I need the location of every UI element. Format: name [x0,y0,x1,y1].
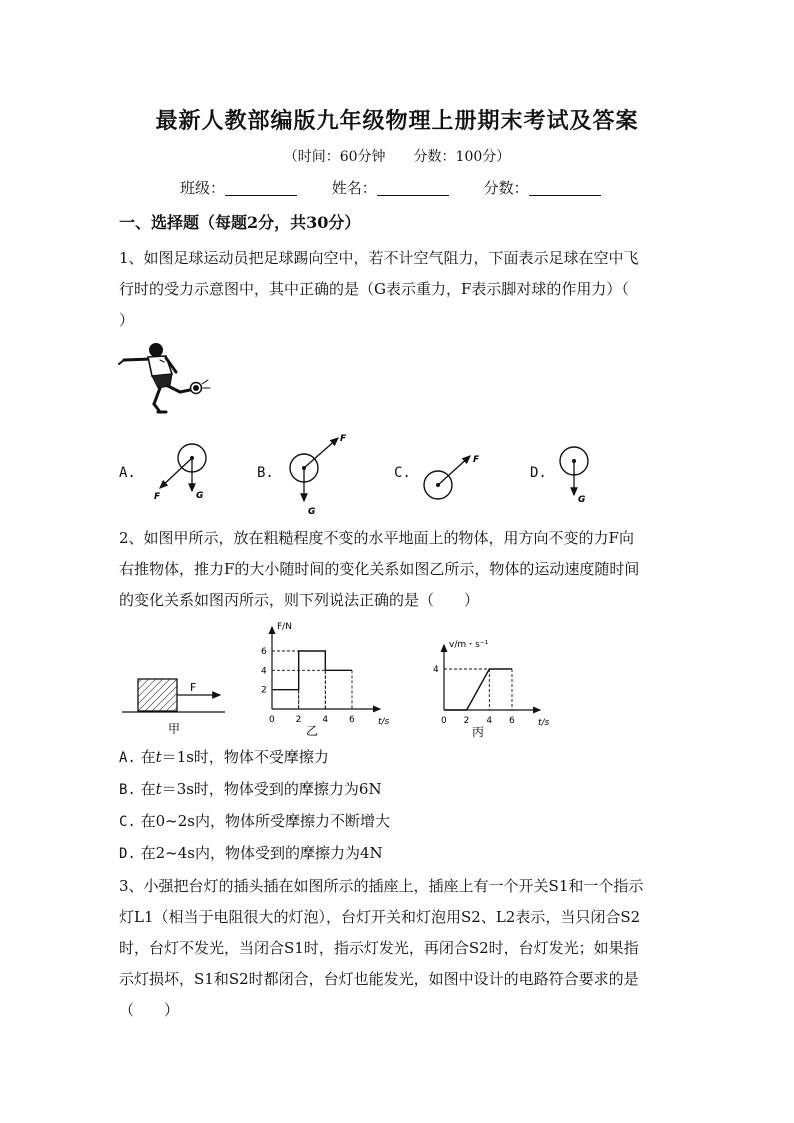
y-tick-label: 4 [261,666,267,677]
y-tick-label: 4 [433,665,439,675]
figure-yi-force-time-chart [248,617,408,742]
q2-option-b[interactable] [119,778,382,799]
option-label: B. [119,782,136,798]
x-tick-label: 2 [463,716,470,726]
y-axis-label: F/N [277,622,292,632]
q1-option-c-label[interactable]: C. [394,465,411,481]
q2-option-c[interactable] [119,810,390,831]
x-axis-label: t/s [378,717,390,727]
option-text: 在0~2s内，物体所受摩擦力不断增大 [140,812,390,830]
q2-option-a[interactable] [119,746,329,767]
figure-jia-block [120,672,230,740]
q2-line: 右推物体，推力F的大小随时间的变化关系如图乙所示，物体的运动速度随时间 [119,560,640,578]
q2-line: 2、如图甲所示，放在粗糙程度不变的水平地面上的物体，用方向不变的力F向 [119,529,634,547]
x-tick-label: 4 [322,715,329,725]
option-label: A. [119,750,136,766]
force-f-label: F [340,434,347,444]
q1-option-b-label[interactable]: B. [257,465,274,481]
q3-line: 3、小强把台灯的插头插在如图所示的插座上，插座上有一个开关S1和一个指示 [119,877,644,895]
y-tick-label: 6 [261,647,267,657]
exam-meta: （时间：60分钟 分数：100分） [283,149,511,165]
force-g-label: G [578,495,586,505]
option-text: 在 [140,748,156,766]
class-blank[interactable] [225,181,297,196]
x-tick-label: 6 [349,715,355,725]
q1-force-diagram-c [418,450,493,505]
score-label: 分数： [483,179,529,197]
option-variable: t [155,780,162,798]
option-variable: t [155,748,162,766]
q1-force-diagram-d [552,442,602,507]
option-text: ＝3s时，物体受到的摩擦力为6N [161,780,382,798]
q3-line: 灯L1（相当于电阻很大的灯泡），台灯开关和灯泡用S2、L2表示，当只闭合S2 [119,908,641,926]
page-title: 最新人教部编版九年级物理上册期末考试及答案 [155,108,639,134]
q1-line: 1、如图足球运动员把足球踢向空中，若不计空气阻力，下面表示足球在空中飞 [119,249,639,267]
option-label: D. [119,846,136,862]
section-heading: 一、选择题（每题2分，共30分） [119,213,361,232]
score-blank[interactable] [529,181,601,196]
figure-jia-force-label: F [190,681,197,694]
q1-line: ） [119,311,135,329]
data-series-line [444,669,512,710]
question-3 [119,871,679,1026]
soccer-player-image [116,342,216,414]
class-label: 班级： [180,179,226,197]
x-tick-label: 0 [441,716,447,726]
q1-line: 行时的受力示意图中，其中正确的是（G表示重力，F表示脚对球的作用力）（ [119,280,629,298]
q1-force-diagram-b [282,428,357,520]
x-tick-label: 0 [269,715,275,725]
q1-option-d-label[interactable]: D. [530,465,547,481]
q1-option-a-label[interactable]: A. [119,465,136,481]
figure-bing-velocity-time-chart [418,620,568,742]
x-axis-label: t/s [538,718,550,728]
question-1 [119,243,679,336]
q3-line: 示灯损坏，S1和S2时都闭合，台灯也能发光，如图中设计的电路符合要求的是 [119,970,639,988]
q2-option-d[interactable] [119,842,383,863]
x-tick-label: 2 [295,715,302,725]
option-text: 在2~4s内，物体受到的摩擦力为4N [140,844,383,862]
force-g-label: G [308,507,316,517]
q3-line: 时，台灯不发光，当闭合S1时，指示灯发光，再闭合S2时，台灯发光；如果指 [119,939,639,957]
force-f-label: F [154,492,161,502]
x-tick-label: 6 [509,716,515,726]
name-label: 姓名： [331,179,377,197]
force-f-label: F [473,455,480,465]
q2-line: 的变化关系如图丙所示，则下列说法正确的是（ ） [119,591,480,609]
figure-jia-caption: 甲 [168,722,181,736]
option-text: ＝1s时，物体不受摩擦力 [161,748,329,766]
student-info-line [180,177,631,198]
pushed-block [138,679,177,711]
name-blank[interactable] [377,181,449,196]
y-tick-label: 2 [261,685,267,696]
q3-line: （ ） [119,1001,180,1019]
q1-force-diagram-a [145,438,220,508]
option-text: 在 [140,780,156,798]
question-2 [119,523,679,616]
option-label: C. [119,814,136,830]
force-g-label: G [196,491,204,501]
figure-yi-caption: 乙 [306,724,319,738]
y-axis-label: v/m・s⁻¹ [449,640,489,650]
x-tick-label: 4 [486,716,493,726]
figure-bing-caption: 丙 [472,725,485,739]
